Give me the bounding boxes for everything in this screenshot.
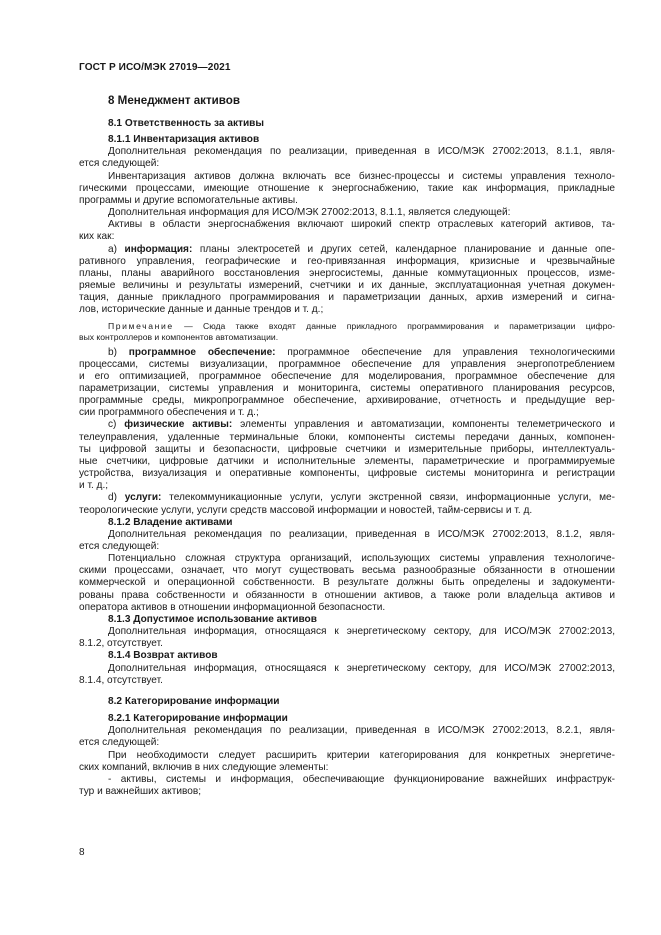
- text-line: лов, исторические данные и данные трендов и т. д.;: [79, 304, 324, 316]
- text-line: коммерческой и операционной собственности. В результате должны быть определены и задокументи-: [79, 577, 615, 589]
- note-text-2: вых контроллеров и компонентов автоматизации.: [79, 331, 279, 342]
- text-line: Потенциально сложная структура организаций, использующих системы управления технологиче-: [108, 553, 615, 565]
- paragraph: [79, 207, 615, 219]
- list-marker: а): [108, 243, 125, 255]
- text-line: программные среды, микропрограммное обеспечение, архивирование, отчетность и предыдущие вер-: [79, 395, 615, 407]
- text-line: оператора активов в отношении информационной безопасности.: [79, 601, 386, 613]
- text-line: ративного управления, географические и гео-привязанная информация, кризисные и чрезвычайные: [79, 255, 615, 267]
- list-text: телекоммуникационные услуги, услуги экстренной связи, информационные услуги, ме-: [161, 492, 615, 504]
- text-line: теорологические услуги, услуги средств массовой информации и новостей, тайм-сервисы и т. д.: [79, 504, 533, 516]
- list-term: физические активы:: [124, 419, 233, 431]
- paragraph: [79, 146, 615, 170]
- list-item-c: [79, 419, 615, 492]
- note-text-1: — Сюда также входят данные прикладного программирования и параметризации цифро-: [173, 320, 615, 331]
- text-line: и т. д.;: [79, 480, 109, 492]
- section-8-1-1-title: 8.1.1 Инвентаризация активов: [108, 134, 260, 146]
- text-line: ется следующей:: [79, 158, 160, 170]
- text-line: планы, планы аварийного восстановления энергосистемы, данные коммутационных процессов, изме-: [79, 267, 615, 279]
- text-line: сии программного обеспечения и т. д.;: [79, 407, 259, 419]
- list-marker: d): [108, 492, 125, 504]
- section-8-title: 8 Менеджмент активов: [108, 94, 240, 107]
- text-line: телеуправления, удаленные терминальные блоки, компоненты системы передачи данных, компонен-: [79, 431, 615, 443]
- paragraph: [79, 171, 615, 207]
- list-text: элементы управления и автоматизации, компоненты телеметрического и: [232, 419, 616, 431]
- list-marker: b): [108, 346, 129, 358]
- text-line: скими процессами, означает, что могут существовать весьма разнообразные обязанности в отношении: [79, 565, 615, 577]
- paragraph: [79, 774, 615, 798]
- section-8-1-4-title: 8.1.4 Возврат активов: [108, 650, 218, 662]
- text-line: процессами, системы визуализации, программное обеспечение для управления энергопотреблением: [79, 358, 615, 370]
- list-item-b: [79, 347, 615, 420]
- text-line: тур и важнейших активов;: [79, 785, 201, 797]
- text-line: Дополнительная рекомендация по реализации, приведенная в ИСО/МЭК 27002:2013, 8.2.1, явля-: [108, 725, 615, 737]
- text-line: программы и другие вспомогательные активы.: [79, 194, 298, 206]
- text-line: ких как:: [79, 231, 115, 243]
- text-line: ских компаний, включив в них следующие элементы:: [79, 761, 329, 773]
- text-line: 8.1.4, отсутствует.: [79, 674, 163, 686]
- list-marker: с): [108, 419, 125, 431]
- paragraph: [79, 725, 615, 749]
- text-line: Активы в области энергоснабжения включают широкий спектр отраслевых категорий активов, та-: [108, 219, 615, 231]
- document-header: ГОСТ Р ИСО/МЭК 27019—2021: [79, 62, 231, 73]
- section-8-1-3-title: 8.1.3 Допустимое использование активов: [108, 613, 317, 625]
- text-line: [79, 244, 615, 256]
- note-label: Примечание: [108, 320, 174, 331]
- text-line: [79, 347, 615, 359]
- text-line: Дополнительная информация, относящаяся к энергетическому сектору, для ИСО/МЭК 27002:2013,: [108, 662, 615, 674]
- text-line: устройства, визуализация и оперативные компоненты, цифровые системы мониторинга и регистрации: [79, 468, 615, 480]
- text-line: параметризации, системы управления и мониторинга, системы оперативного планирования ресурсов,: [79, 382, 615, 394]
- paragraph: [79, 626, 615, 650]
- section-8-1-2-title: 8.1.2 Владение активами: [108, 516, 233, 528]
- text-line: ряемые величины и результаты измерений, счетчики и их данные, эксплуатационная учетная докумен-: [79, 280, 615, 292]
- text-line: ты цифровой защиты и безопасности, цифровые счетчики и измерительные приборы, интеллектуаль-: [79, 443, 615, 455]
- text-line: Дополнительная рекомендация по реализации, приведенная в ИСО/МЭК 27002:2013, 8.1.1, явля-: [108, 146, 615, 158]
- text-line: При необходимости следует расширить критерии категорирования для конкретных энергетиче-: [108, 749, 615, 761]
- text-line: [79, 419, 615, 431]
- text-line: ется следующей:: [79, 737, 160, 749]
- paragraph: [79, 663, 615, 687]
- list-item-d: [79, 492, 615, 516]
- note: [79, 321, 615, 343]
- section-8-1-title: 8.1 Ответственность за активы: [108, 118, 264, 129]
- list-text: программное обеспечение для управления технологическими: [275, 346, 616, 358]
- list-item-a: [79, 244, 615, 317]
- list-term: программное обеспечение:: [128, 346, 276, 358]
- paragraph: [79, 219, 615, 243]
- list-text: планы электросетей и других сетей, календарное планирование и данные опе-: [192, 243, 616, 255]
- text-line: Инвентаризация активов должна включать все бизнес-процессы и системы управления техноло-: [108, 170, 615, 182]
- list-term: информация:: [124, 243, 193, 255]
- text-line: [79, 492, 615, 504]
- text-line: тация, данные прикладного программирования и параметризации данных, архив измерений и сигна-: [79, 292, 615, 304]
- section-8-2-title: 8.2 Категорирование информации: [108, 695, 280, 707]
- page-number: 8: [79, 847, 85, 858]
- text-line: ные счетчики, цифровые датчики и исполнительные элементы, параметрические и программируемые: [79, 455, 615, 467]
- paragraph: [79, 553, 615, 614]
- document-body: [79, 94, 615, 798]
- list-term: услуги:: [124, 492, 162, 504]
- paragraph: [79, 529, 615, 553]
- text-line: ется следующей:: [79, 541, 160, 552]
- text-line: Дополнительная информация для ИСО/МЭК 27002:2013, 8.1.1, является следующей:: [108, 207, 511, 219]
- text-line: гическими процессами, имеющие отношение к энергоснабжению, такие как информация, прикладные: [79, 182, 615, 194]
- section-8-2-1-title: 8.2.1 Категорирование информации: [108, 713, 288, 725]
- text-line: Дополнительная информация, относящаяся к энергетическому сектору, для ИСО/МЭК 27002:2013,: [108, 626, 615, 638]
- text-line: рованы права собственности и обязанности в отношении активов, а также роли владельца активов и: [79, 589, 615, 601]
- text-line: и его оптимизацией, программное обеспечение для моделирования, программное обеспечение для: [79, 370, 615, 382]
- paragraph: [79, 750, 615, 774]
- text-line: - активы, системы и информация, обеспечивающие функционирование важнейших инфраструк-: [108, 773, 615, 785]
- text-line: Дополнительная рекомендация по реализации, приведенная в ИСО/МЭК 27002:2013, 8.1.2, явля-: [108, 528, 615, 540]
- text-line: 8.1.2, отсутствует.: [79, 638, 163, 650]
